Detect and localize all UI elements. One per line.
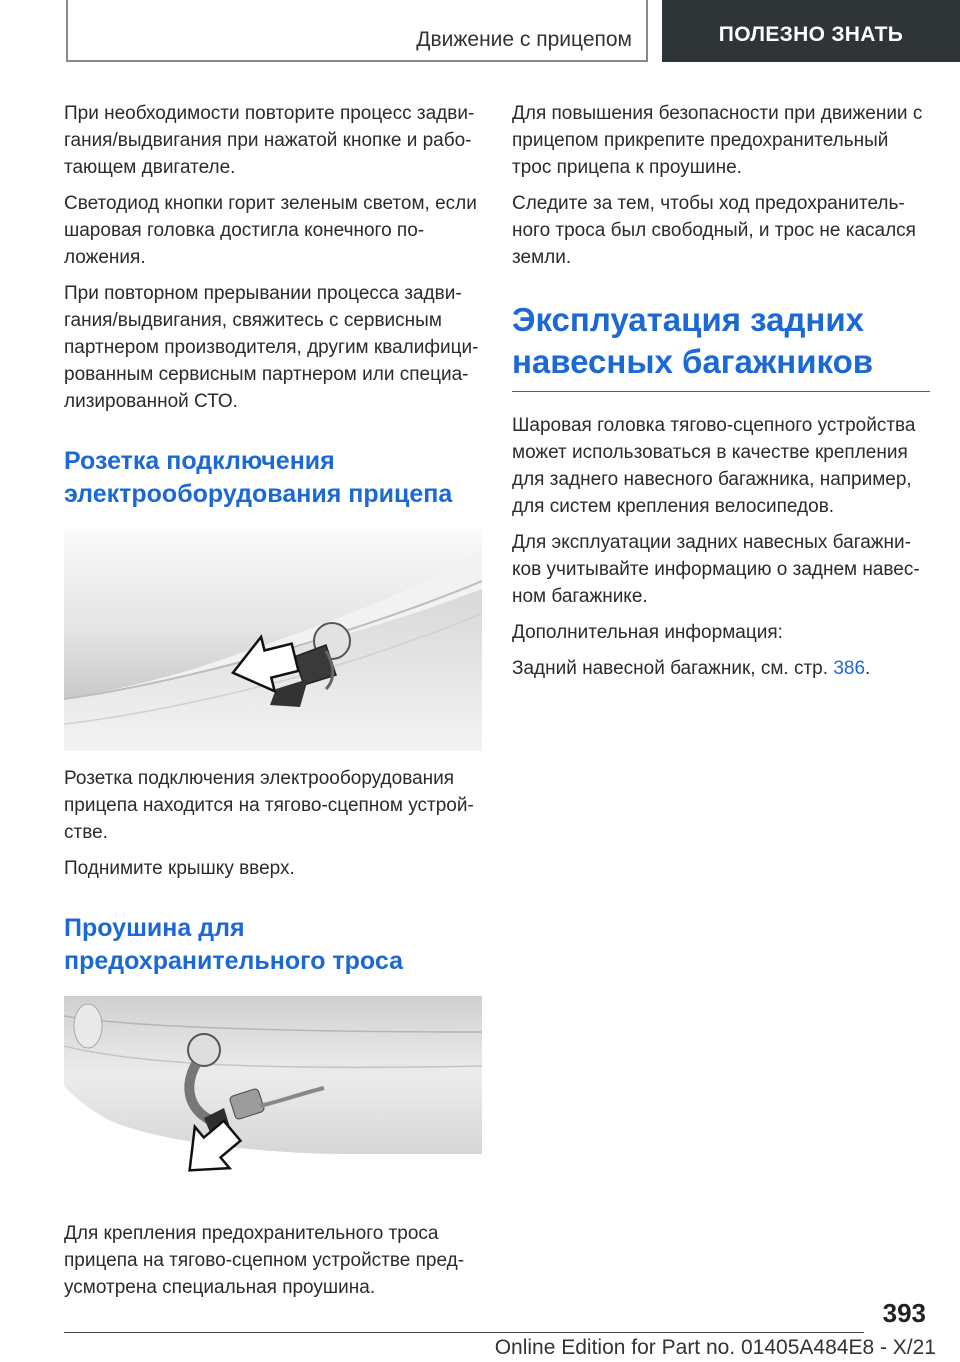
reference-end: .	[865, 658, 871, 679]
page-number: 393	[882, 1298, 926, 1328]
safety-eye-illustration	[64, 996, 482, 1206]
paragraph: Розетка подключения электрооборудования прицепа находится на тягово-сцепном устрой-стве.	[64, 768, 474, 843]
reference-text: Задний навесной багажник, см. стр.	[512, 658, 834, 679]
left-column	[64, 100, 482, 1310]
paragraph: При повторном прерывании процесса задви-гания/выдвигания, свяжитесь с сервисным партнером производителя, другим квалифици-рованным сервисным партнером или специа-лизированной СТО.	[64, 283, 479, 412]
paragraph: Дополнительная информация:	[512, 622, 783, 643]
page-reference-link[interactable]: 386	[833, 658, 866, 679]
paragraph-reference	[512, 655, 930, 682]
heading-socket: Розетка подключения электрооборудования прицепа	[64, 447, 453, 508]
paragraph: Светодиод кнопки горит зеленым светом, если шаровая головка достигла конечного по-ложения.	[64, 193, 477, 268]
footer-rule	[64, 1332, 864, 1333]
paragraph: Шаровая головка тягово-сцепного устройства может использоваться в качестве крепления для заднего навесного багажника, например, для систем крепления велосипедов.	[512, 415, 916, 517]
header-section-box	[66, 0, 648, 62]
paragraph: Для крепления предохранительного троса прицепа на тягово-сцепном устройстве пред-усмотрена специальная проушина.	[64, 1223, 465, 1298]
socket-illustration	[64, 529, 482, 751]
header-section-title: Движение с прицепом	[416, 28, 632, 51]
paragraph: Поднимите крышку вверх.	[64, 858, 295, 879]
paragraph: Следите за тем, чтобы ход предохранитель-ного троса был свободный, и трос не касался земли.	[512, 193, 916, 268]
paragraph: При необходимости повторите процесс задви-гания/выдвигания при нажатой кнопке и рабо-тающем двигателе.	[64, 103, 475, 178]
paragraph: Для эксплуатации задних навесных багажни-ков учитывайте информацию о заднем навес-ном багажнике.	[512, 532, 920, 607]
right-column	[512, 100, 930, 691]
footer-edition: Online Edition for Part no. 01405A484E8 - X/21	[494, 1336, 936, 1359]
paragraph: Для повышения безопасности при движении с прицепом прикрепите предохранительный трос прицепа к проушине.	[512, 103, 923, 178]
heading-safety-eye: Проушина для предохранительного троса	[64, 914, 403, 975]
header-chapter-tab: ПОЛЕЗНО ЗНАТЬ	[662, 0, 960, 62]
heading-rear-carrier: Эксплуатация задних навесных багажников	[512, 299, 930, 392]
